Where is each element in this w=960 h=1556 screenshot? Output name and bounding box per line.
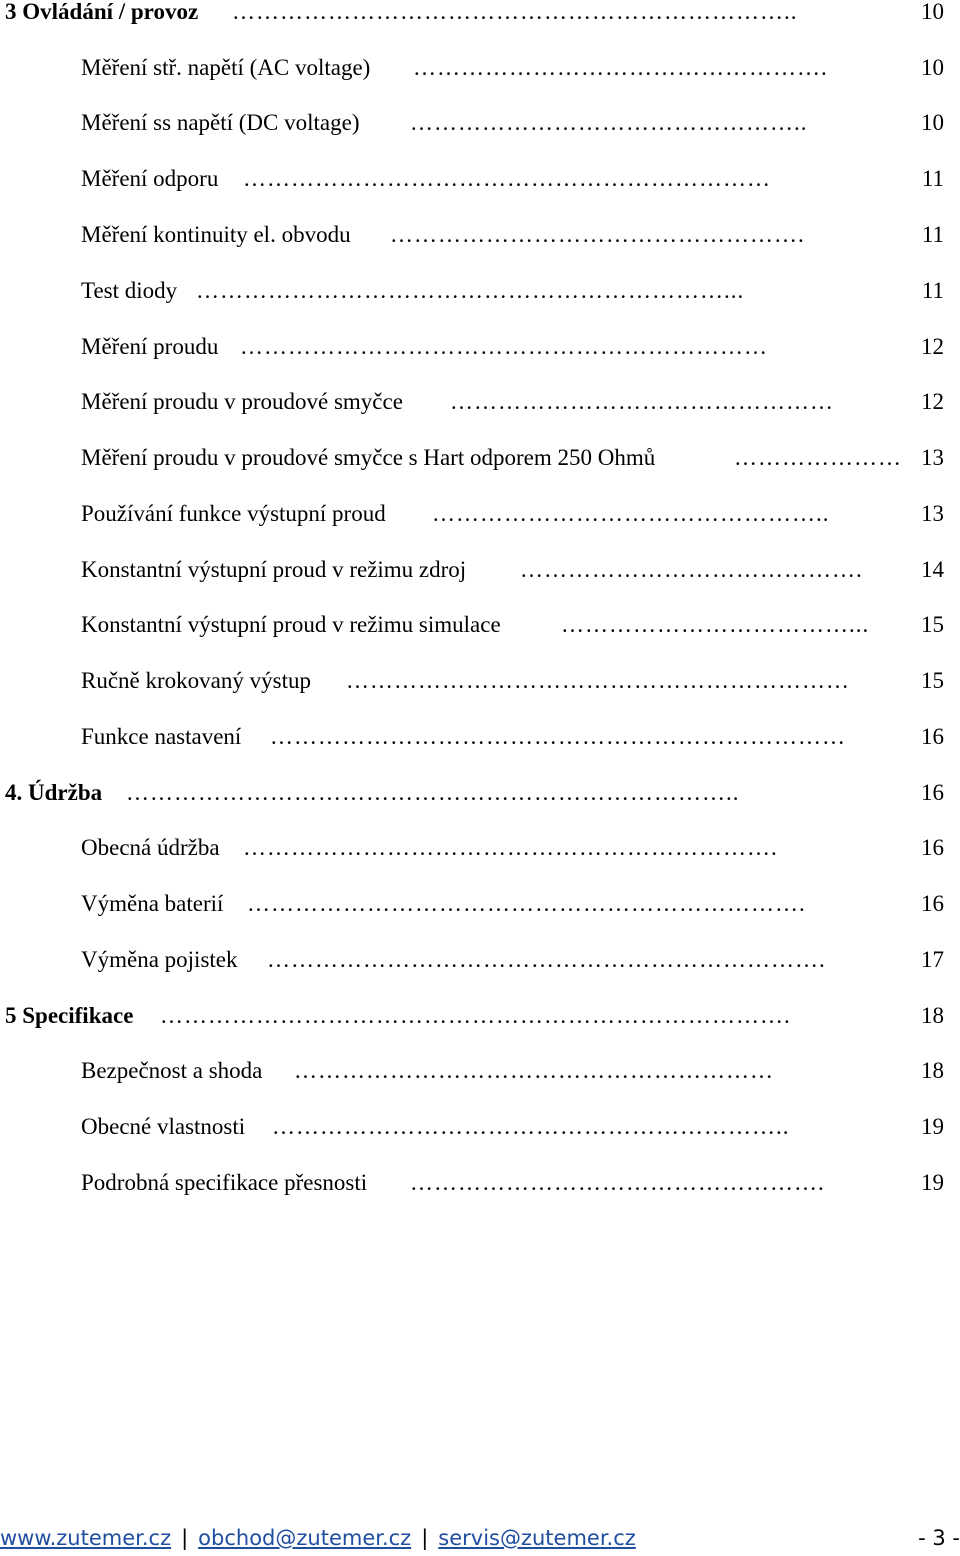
toc-entry[interactable]: [0, 940, 960, 980]
toc-entry[interactable]: [0, 605, 960, 645]
toc-entry[interactable]: [0, 494, 960, 534]
toc-entry-page: 18: [917, 1051, 944, 1091]
toc-entry-leader: ………………………………………………………….: [243, 835, 778, 860]
toc-entry-title: Měření proudu v proudové smyčce s Hart odporem 250 Ohmů: [81, 438, 659, 478]
toc-entry-page: 11: [918, 159, 944, 199]
toc-entry-page: 16: [917, 717, 944, 757]
toc-entry[interactable]: [0, 717, 960, 757]
toc-entry-leader: …………………………………………………………….: [267, 947, 826, 972]
toc-entry-leader: …………………………………………….: [413, 55, 828, 80]
toc-entry-leader: …………………………………………….: [390, 222, 805, 247]
toc-entry-title: Měření stř. napětí (AC voltage): [81, 48, 374, 88]
toc-entry-leader: ………………………………………………………..: [272, 1114, 790, 1139]
toc-entry-leader: …………………………………………………………...: [196, 278, 745, 303]
toc-entry-page: 13: [917, 494, 944, 534]
toc-entry[interactable]: [0, 382, 960, 422]
toc-entry-page: 10: [917, 48, 944, 88]
toc-entry-title: Měření ss napětí (DC voltage): [81, 103, 363, 143]
toc-entry-leader: …………………………………………………………: [240, 334, 768, 359]
toc-entry[interactable]: [0, 773, 960, 813]
order-email-link[interactable]: obchod@zutemer.cz: [198, 1526, 412, 1550]
toc-entry[interactable]: [0, 48, 960, 88]
toc-entry-title: Měření odporu: [81, 159, 222, 199]
toc-entry[interactable]: [0, 271, 960, 311]
service-email-link[interactable]: servis@zutemer.cz: [438, 1526, 636, 1550]
toc-entry-page: 13: [917, 438, 944, 478]
toc-entry-leader: …………………………………………………………………….: [160, 1003, 791, 1028]
toc-entry-title: 4. Údržba: [5, 773, 106, 813]
toc-entry-title: Výměna pojistek: [81, 940, 242, 980]
toc-entry-page: 16: [917, 828, 944, 868]
toc-entry-title: Podrobná specifikace přesnosti: [81, 1163, 371, 1203]
toc-entry-title: Měření proudu: [81, 327, 222, 367]
page-footer: [0, 1522, 960, 1554]
toc-entry[interactable]: [0, 828, 960, 868]
toc-entry-leader: …………………………………………….: [410, 1170, 825, 1195]
toc-entry-page: 14: [917, 550, 944, 590]
toc-entry-leader: ………………………………………………………………: [270, 724, 846, 749]
toc-entry-title: Měření proudu v proudové smyčce: [81, 382, 407, 422]
toc-entry[interactable]: [0, 1163, 960, 1203]
toc-entry-leader: …………………………………………………………….: [247, 891, 806, 916]
toc-entry-leader: ……………………………………………………: [294, 1058, 774, 1083]
toc-entry[interactable]: [0, 0, 960, 32]
toc-entry-title: Konstantní výstupní proud v režimu simulace: [81, 605, 505, 645]
toc-entry-page: 12: [917, 382, 944, 422]
website-link[interactable]: www.zutemer.cz: [0, 1526, 172, 1550]
footer-separator: |: [181, 1526, 189, 1550]
toc-entry[interactable]: [0, 661, 960, 701]
toc-entry-leader: …………………………………….: [520, 557, 863, 582]
toc-entry-title: Funkce nastavení: [81, 717, 245, 757]
toc-entry-title: Test diody: [81, 271, 181, 311]
toc-entry-title: Konstantní výstupní proud v režimu zdroj: [81, 550, 470, 590]
toc-entry-title: Měření kontinuity el. obvodu: [81, 215, 355, 255]
toc-entry-page: 11: [918, 215, 944, 255]
toc-entry[interactable]: [0, 159, 960, 199]
toc-entry[interactable]: [0, 1107, 960, 1147]
toc-entry-page: 10: [917, 103, 944, 143]
toc-entry-leader: …………………: [734, 445, 902, 470]
toc-entry[interactable]: [0, 327, 960, 367]
page-number: - 3 -: [918, 1526, 960, 1550]
toc-entry-page: 15: [917, 605, 944, 645]
footer-separator: |: [421, 1526, 429, 1550]
toc-entry-title: Obecné vlastnosti: [81, 1107, 249, 1147]
toc-entry-page: 12: [917, 327, 944, 367]
toc-entry-title: 3 Ovládání / provoz: [5, 0, 202, 32]
toc-entry[interactable]: [0, 438, 960, 478]
toc-entry[interactable]: [0, 884, 960, 924]
toc-entry-title: Výměna baterií: [81, 884, 227, 924]
toc-entry-page: 19: [917, 1163, 944, 1203]
toc-entry[interactable]: [0, 1051, 960, 1091]
toc-entry-page: 11: [918, 271, 944, 311]
toc-entry-page: 18: [917, 996, 944, 1036]
toc-entry-page: 17: [917, 940, 944, 980]
toc-entry-leader: ……………………………………………………………..: [232, 0, 798, 24]
toc-entry-title: Ručně krokovaný výstup: [81, 661, 315, 701]
toc-entry-leader: ………………………………...: [561, 612, 870, 637]
toc-entry-page: 16: [917, 773, 944, 813]
toc-entry-page: 19: [917, 1107, 944, 1147]
toc-entry[interactable]: [0, 996, 960, 1036]
toc-entry-title: Obecná údržba: [81, 828, 224, 868]
toc-entry-leader: …………………………………………………………………..: [126, 780, 740, 805]
toc-entry[interactable]: [0, 215, 960, 255]
toc-entry[interactable]: [0, 550, 960, 590]
toc-entry-leader: …………………………………………: [450, 389, 834, 414]
toc-entry-page: 15: [917, 661, 944, 701]
toc-entry-leader: …………………………………………………………: [243, 166, 771, 191]
toc-entry[interactable]: [0, 103, 960, 143]
toc-entry-page: 16: [917, 884, 944, 924]
toc-entry-leader: …………………………………………..: [410, 110, 808, 135]
toc-entry-page: 10: [917, 0, 944, 32]
toc-entry-leader: …………………………………………..: [432, 501, 830, 526]
toc-entry-title: 5 Specifikace: [5, 996, 137, 1036]
toc-entry-title: Používání funkce výstupní proud: [81, 494, 390, 534]
toc-entry-leader: ………………………………………………………: [346, 668, 850, 693]
toc-entry-title: Bezpečnost a shoda: [81, 1051, 266, 1091]
